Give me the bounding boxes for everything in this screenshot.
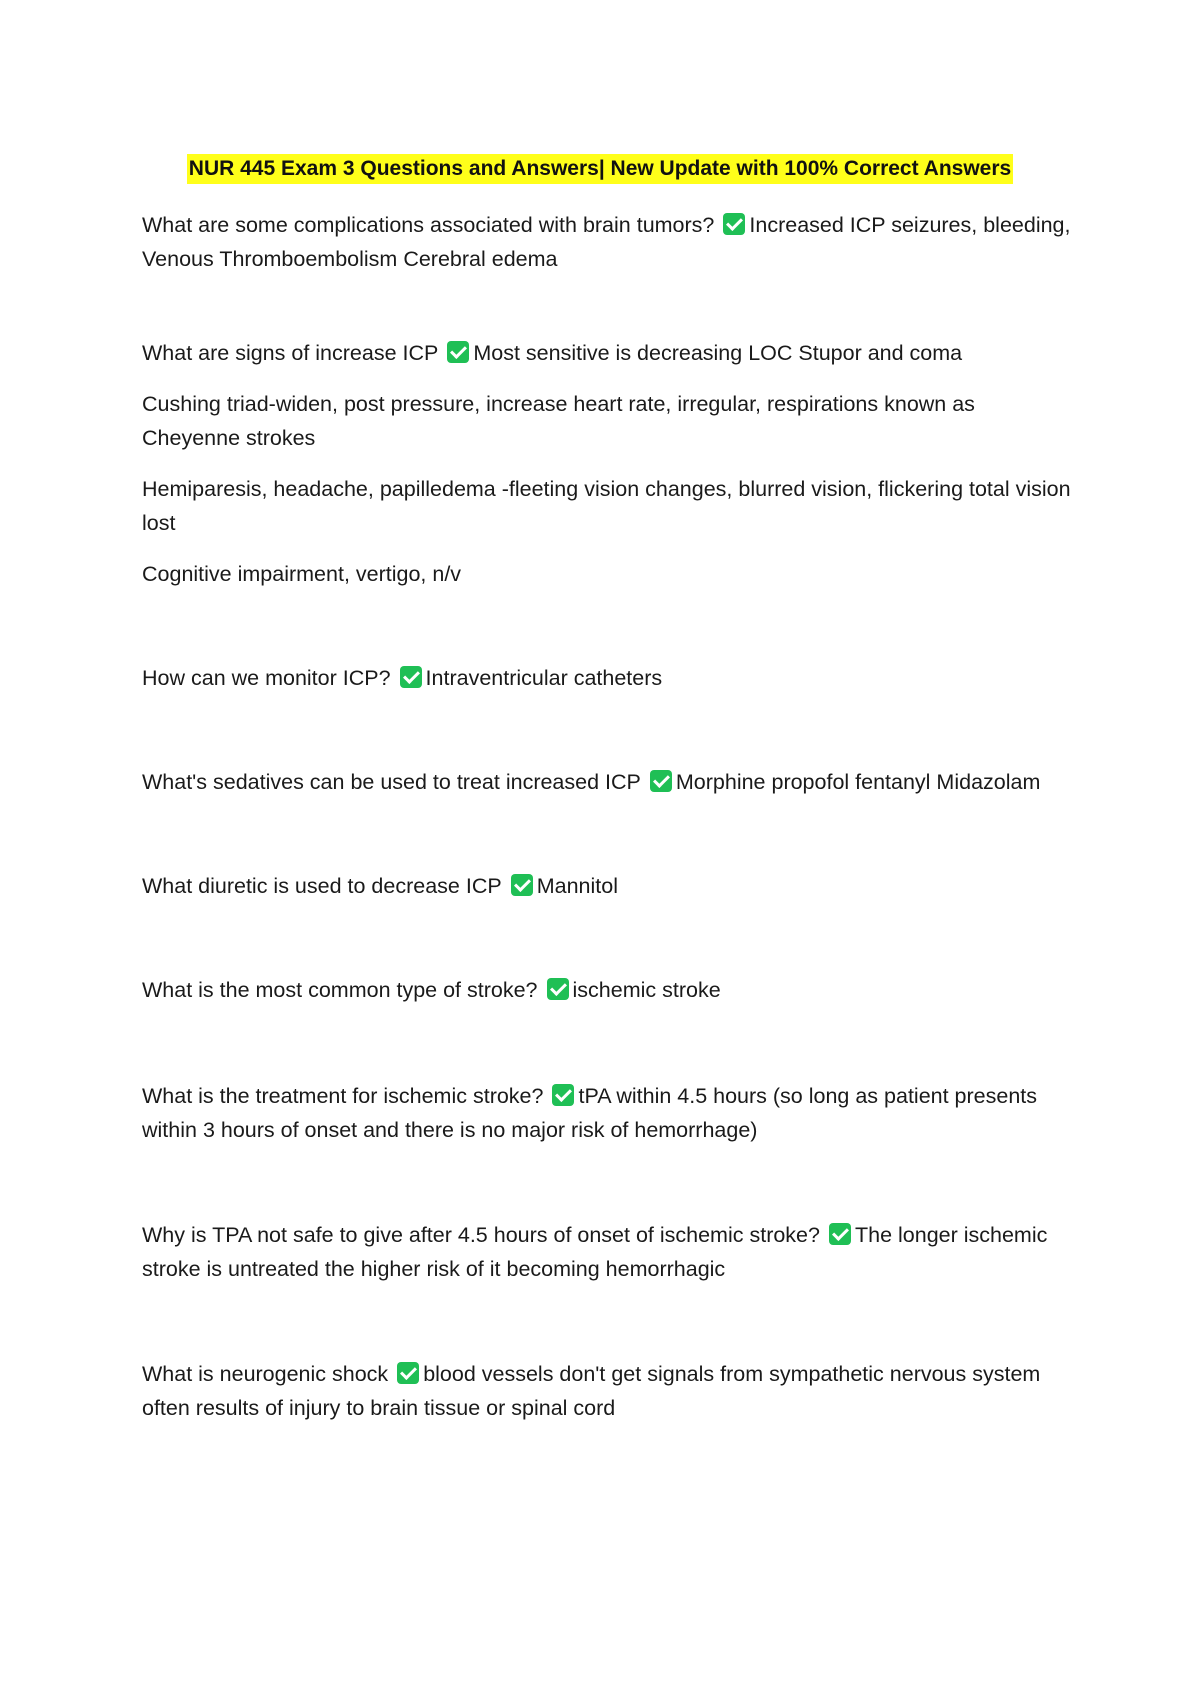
qa-paragraph <box>142 1079 1072 1147</box>
qa-paragraph <box>142 765 1072 799</box>
question-text: What diuretic is used to decrease ICP <box>142 874 502 898</box>
qa-item <box>142 973 1072 1007</box>
question-text: What is the treatment for ischemic stroke? <box>142 1084 544 1108</box>
qa-paragraph <box>142 208 1072 276</box>
question-text: What is neurogenic shock <box>142 1362 389 1386</box>
qa-paragraph <box>142 869 1072 903</box>
question-text: What's sedatives can be used to treat increased ICP <box>142 770 641 794</box>
question-text: What is the most common type of stroke? <box>142 978 538 1002</box>
check-icon <box>552 1084 574 1106</box>
check-icon <box>447 341 469 363</box>
qa-item <box>142 1357 1072 1425</box>
qa-paragraph <box>142 336 1072 370</box>
answer-text: The longer ischemic stroke is untreated the higher risk of it becoming hemorrhagic <box>142 1223 1048 1281</box>
answer-extra-text: Hemiparesis, headache, papilledema -fleeting vision changes, blurred vision, flickering total vision lost <box>142 477 1071 535</box>
question-text: How can we monitor ICP? <box>142 666 391 690</box>
qa-paragraph <box>142 1357 1072 1425</box>
answer-text: Most sensitive is decreasing LOC Stupor and coma <box>473 341 963 365</box>
question-text: Why is TPA not safe to give after 4.5 hours of onset of ischemic stroke? <box>142 1223 820 1247</box>
answer-text: Morphine propofol fentanyl Midazolam <box>675 770 1041 794</box>
answer-continuation <box>142 387 1072 455</box>
title-container <box>0 154 1200 184</box>
check-icon <box>511 874 533 896</box>
answer-extra-text: Cushing triad-widen, post pressure, increase heart rate, irregular, respirations known as Cheyenne strokes <box>142 392 975 450</box>
qa-item <box>142 765 1072 799</box>
qa-item <box>142 208 1072 276</box>
question-text: What are some complications associated with brain tumors? <box>142 213 715 237</box>
answer-continuation <box>142 557 1072 591</box>
answer-text: tPA within 4.5 hours (so long as patient presents within 3 hours of onset and there is no major risk of hemorrhage) <box>142 1084 1038 1142</box>
answer-text: blood vessels don't get signals from sympathetic nervous system often results of injury to brain tissue or spinal cord <box>142 1362 1041 1420</box>
qa-paragraph <box>142 1218 1072 1286</box>
question-text: What are signs of increase ICP <box>142 341 439 365</box>
check-icon <box>723 213 745 235</box>
answer-text: ischemic stroke <box>572 978 721 1002</box>
document-title: NUR 445 Exam 3 Questions and Answers| New Update with 100% Correct Answers <box>187 154 1013 184</box>
answer-continuation <box>142 472 1072 540</box>
qa-paragraph <box>142 661 1072 695</box>
answer-text: Intraventricular catheters <box>425 666 663 690</box>
qa-paragraph <box>142 973 1072 1007</box>
qa-item <box>142 869 1072 903</box>
qa-item <box>142 336 1072 370</box>
qa-item <box>142 1079 1072 1147</box>
answer-text: Increased ICP seizures, bleeding, Venous Thromboembolism Cerebral edema <box>142 213 1071 271</box>
check-icon <box>829 1223 851 1245</box>
answer-extra-text: Cognitive impairment, vertigo, n/v <box>142 562 462 586</box>
check-icon <box>397 1362 419 1384</box>
answer-text: Mannitol <box>536 874 618 898</box>
qa-item <box>142 1218 1072 1286</box>
check-icon <box>650 770 672 792</box>
check-icon <box>547 978 569 1000</box>
qa-item <box>142 661 1072 695</box>
check-icon <box>400 666 422 688</box>
